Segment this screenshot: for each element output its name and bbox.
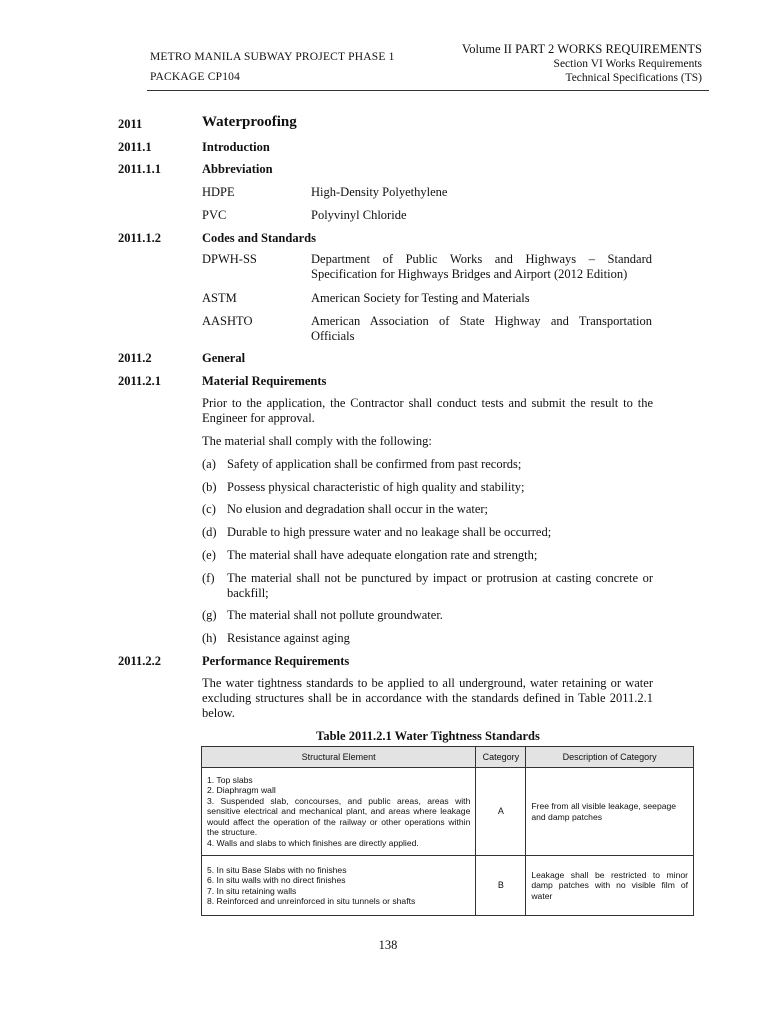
list-item-label: (e) [202, 548, 216, 562]
description-cell: Free from all visible leakage, seepage and damp patches [526, 768, 694, 856]
list-item: The material shall not be punctured by impact or protrusion at casting concrete or backfill; [227, 571, 653, 600]
table-header-row [202, 747, 694, 768]
section-title: Performance Requirements [202, 654, 350, 668]
section-title: Abbreviation [202, 162, 273, 176]
list-item: Durable to high pressure water and no leakage shall be occurred; [227, 525, 552, 539]
list-item: Resistance against aging [227, 631, 350, 645]
column-header: Structural Element [202, 747, 476, 768]
table-row [202, 768, 694, 856]
description-cell: Leakage shall be restricted to minor damp patches with no visible film of water [526, 856, 694, 916]
paragraph: Prior to the application, the Contractor shall conduct tests and submit the result to the Engineer for approval. [202, 396, 653, 425]
section-title: Codes and Standards [202, 231, 316, 245]
structural-element: 6. In situ walls with no direct finishes [207, 875, 346, 885]
column-header: Description of Category [526, 747, 694, 768]
standard-code: ASTM [202, 291, 237, 305]
abbreviation-term: HDPE [202, 185, 235, 199]
structural-element: 3. Suspended slab, concourses, and public areas, areas with sensitive electrical and mechanical plant, and areas where leakage would affect the operation of the railway or other operations within the structure. [207, 795, 471, 838]
section-title: Introduction [202, 140, 270, 154]
list-item: Safety of application shall be confirmed from past records; [227, 457, 522, 471]
section-title: General [202, 351, 246, 365]
list-item-label: (a) [202, 457, 216, 471]
structural-element: 2. Diaphragm wall [207, 785, 276, 796]
header-project: METRO MANILA SUBWAY PROJECT PHASE 1 [150, 51, 395, 63]
section-number: 2011.2.2 [118, 654, 162, 668]
section-number: 2011.1.2 [118, 231, 162, 245]
structural-element: 5. In situ Base Slabs with no finishes [207, 864, 347, 875]
abbreviation-term: PVC [202, 208, 227, 222]
section-number: 2011.1 [118, 140, 152, 154]
table-row [202, 856, 694, 916]
category-cell: B [476, 856, 526, 916]
category-cell: A [476, 768, 526, 856]
water-tightness-table [201, 746, 694, 916]
list-item-label: (c) [202, 502, 216, 516]
paragraph: The water tightness standards to be applied to all underground, water retaining or water excluding structures shall be in accordance with the standards defined in Table 2011.2.1 below. [202, 676, 653, 720]
section-number: 2011.2.1 [118, 374, 162, 388]
standard-code: DPWH-SS [202, 252, 257, 266]
list-item-label: (h) [202, 631, 217, 645]
header-package: PACKAGE CP104 [150, 71, 241, 83]
list-item: The material shall have adequate elongation rate and strength; [227, 548, 538, 562]
header-volume: Volume II PART 2 WORKS REQUIREMENTS [461, 42, 702, 56]
chapter-number: 2011 [118, 117, 143, 131]
structural-element: 4. Walls and slabs to which finishes are directly applied. [207, 837, 419, 848]
paragraph: The material shall comply with the following: [202, 434, 432, 448]
list-item-label: (g) [202, 608, 217, 622]
page-number: 138 [378, 938, 398, 952]
list-item-label: (b) [202, 480, 217, 494]
abbreviation-definition: Polyvinyl Chloride [311, 208, 407, 222]
standard-name: American Society for Testing and Materials [311, 291, 530, 305]
list-item: The material shall not pollute groundwater. [227, 608, 443, 622]
table-title: Table 2011.2.1 Water Tightness Standards [316, 729, 540, 743]
structural-element: 1. Top slabs [207, 774, 253, 785]
column-header: Category [476, 747, 526, 768]
chapter-title: Waterproofing [202, 114, 297, 130]
structural-element-cell [202, 768, 476, 856]
section-title: Material Requirements [202, 374, 327, 388]
standard-name: Department of Public Works and Highways – Standard Specification for Highways Bridges and Airport (2012 Edition) [311, 252, 652, 281]
standard-name: American Association of State Highway and Transportation Officials [311, 314, 652, 343]
section-number: 2011.2 [118, 351, 152, 365]
standard-code: AASHTO [202, 314, 253, 328]
abbreviation-definition: High-Density Polyethylene [311, 185, 448, 199]
section-number: 2011.1.1 [118, 162, 162, 176]
header-spec: Technical Specifications (TS) [565, 72, 702, 84]
structural-element: 7. In situ retaining walls [207, 885, 297, 896]
header-divider [147, 90, 709, 91]
header-section: Section VI Works Requirements [553, 58, 702, 70]
list-item-label: (f) [202, 571, 215, 585]
list-item-label: (d) [202, 525, 217, 539]
structural-element-cell [202, 856, 476, 916]
list-item: No elusion and degradation shall occur in the water; [227, 502, 489, 516]
list-item: Possess physical characteristic of high quality and stability; [227, 480, 525, 494]
structural-element: 8. Reinforced and unreinforced in situ tunnels or shafts [207, 896, 416, 906]
